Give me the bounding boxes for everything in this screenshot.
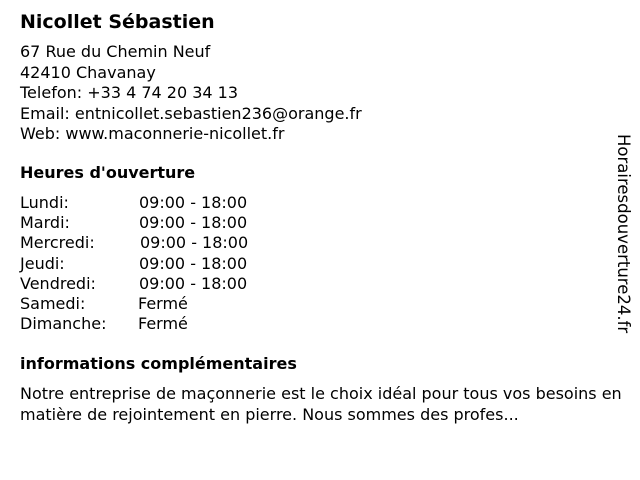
hours-row-monday [20,193,320,213]
time-value: 09:00 - 18:00 [139,193,248,212]
business-description: Notre entreprise de maçonnerie est le choix idéal pour tous vos besoins en matière de rejointement en pierre. Nous sommes des profes... [20,384,622,424]
opening-hours-heading: Heures d'ouverture [20,163,196,182]
hours-row-wednesday [20,233,320,253]
address-city: 42410 Chavanay [20,62,156,82]
hours-row-friday [20,274,320,294]
time-value: 09:00 - 18:00 [139,213,248,233]
website-url: Web: www.maconnerie-nicollet.fr [20,124,285,143]
day-label: Mardi: [20,213,70,233]
contact-block [20,42,362,145]
hours-row-tuesday [20,213,320,233]
time-value: Fermé [138,314,188,334]
business-name: Nicollet Sébastien [20,11,215,33]
day-label: Samedi: [20,293,86,313]
time-value: Fermé [138,293,188,313]
email-address: Email: entnicollet.sebastien236@orange.fr [20,103,362,123]
hours-row-thursday [20,254,320,274]
phone-number: Telefon: +33 4 74 20 34 13 [20,83,239,102]
day-label: Jeudi: [20,253,65,273]
day-label: Lundi: [20,193,69,212]
time-value: 09:00 - 18:00 [139,253,248,273]
day-label: Mercredi: [20,233,95,253]
day-label: Vendredi: [20,273,96,293]
address-street: 67 Rue du Chemin Neuf [20,42,211,61]
day-label: Dimanche: [20,314,107,334]
hours-row-saturday [20,294,320,314]
time-value: 09:00 - 18:00 [139,273,248,293]
site-watermark: Horairesdouverture24.fr [614,134,633,334]
additional-info-heading: informations complémentaires [20,354,297,373]
time-value: 09:00 - 18:00 [140,233,249,253]
hours-row-sunday [20,314,320,334]
opening-hours-table [20,193,320,334]
